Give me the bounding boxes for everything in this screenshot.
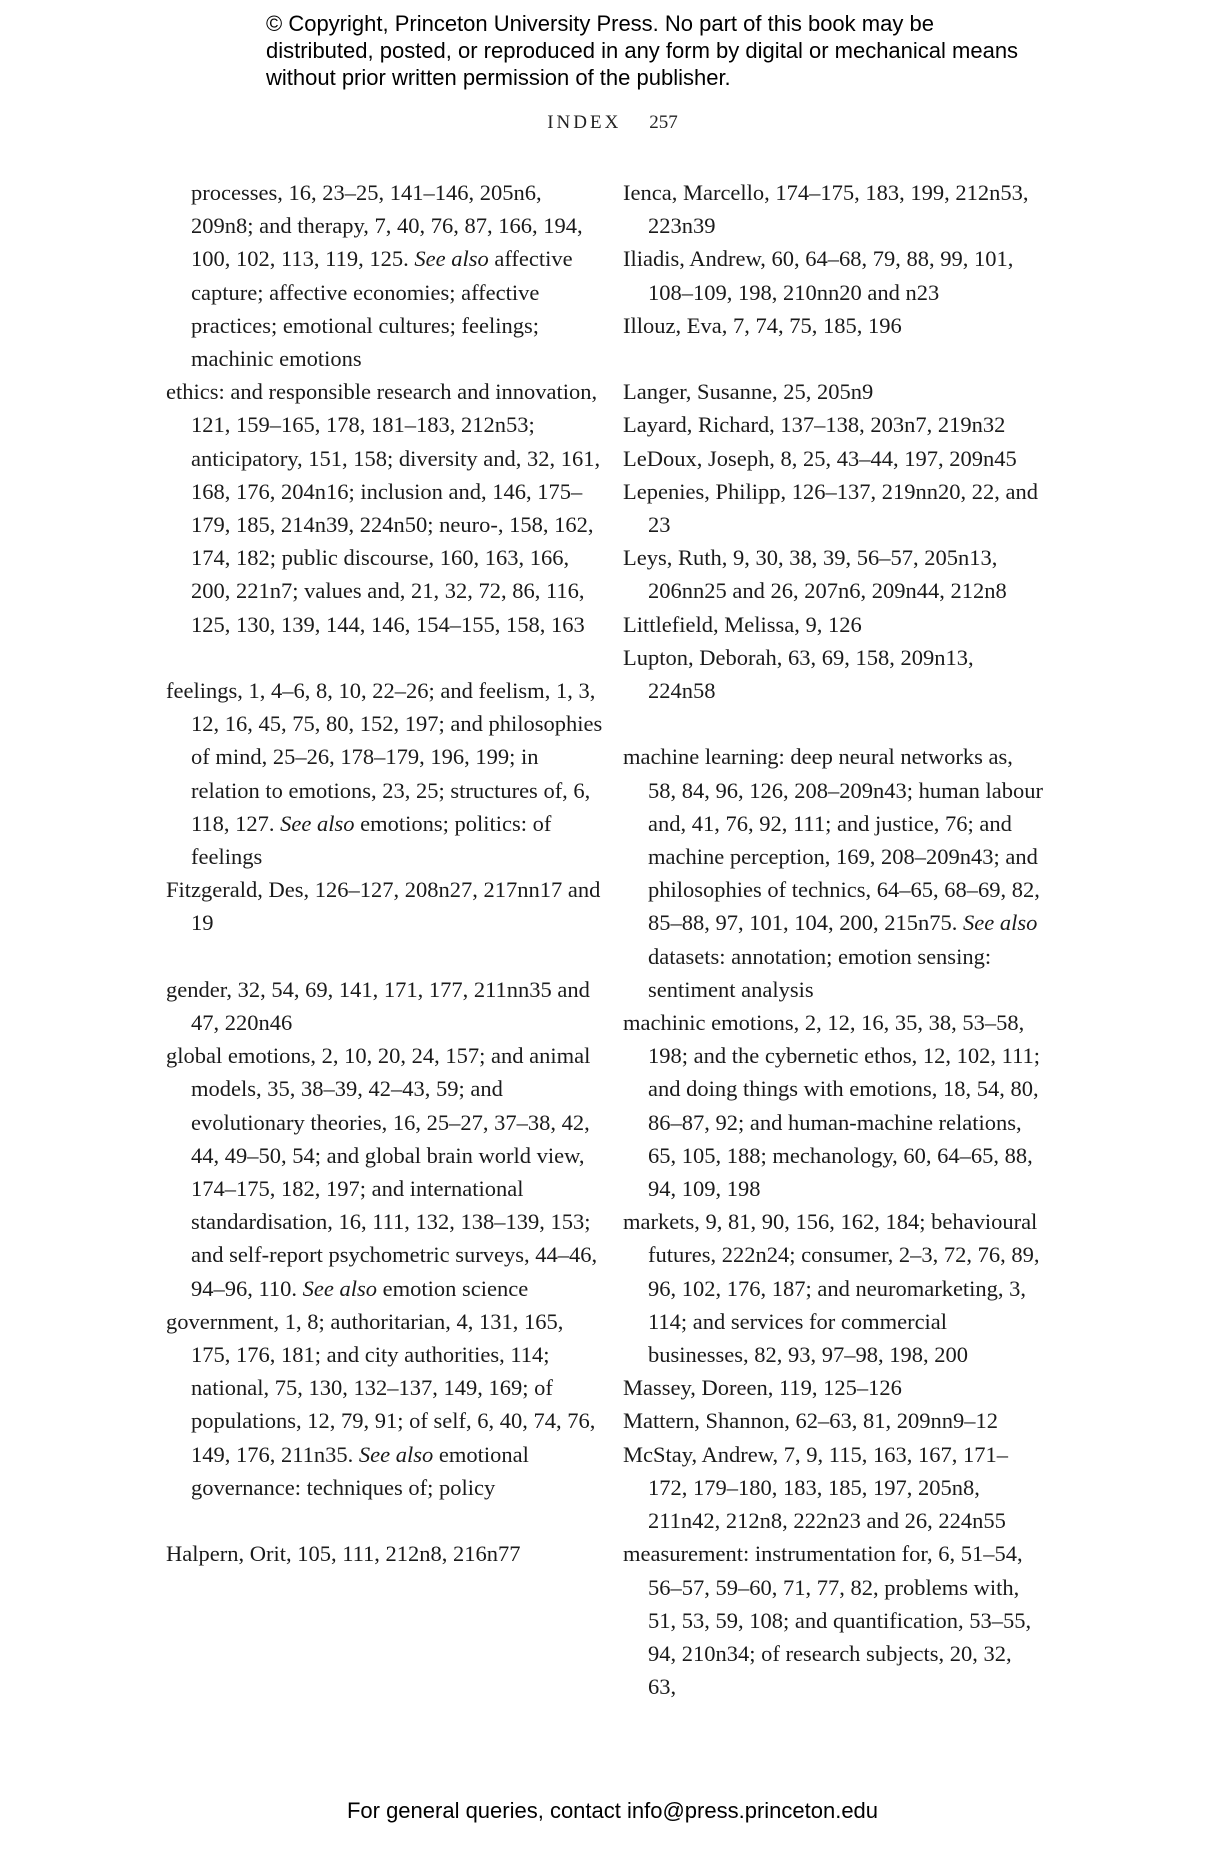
index-entry-lupton: Lupton, Deborah, 63, 69, 158, 209n13, 224n58	[623, 644, 974, 704]
index-entry-illouz: Illouz, Eva, 7, 74, 75, 185, 196	[623, 312, 902, 338]
index-entry-leys: Leys, Ruth, 9, 30, 38, 39, 56–57, 205n13, 206nn25 and 26, 207n6, 209n44, 212n8	[623, 545, 1007, 604]
index-entry-mattern: Mattern, Shannon, 62–63, 81, 209nn9–12	[623, 1408, 998, 1434]
footer-contact: For general queries, contact info@press.princeton.edu	[346, 1798, 879, 1823]
index-entry-littlefield: Littlefield, Melissa, 9, 126	[623, 611, 862, 637]
index-entry-layard: Layard, Richard, 137–138, 203n7, 219n32	[623, 412, 1006, 438]
index-entry-feelings: feelings, 1, 4–6, 8, 10, 22–26; and feelism, 1, 3, 12, 16, 45, 75, 80, 152, 197; and philosophies of mind, 25–26, 178–179, 196, 199; in relation to emotions, 23, 25; structures of, 6, 118, 127. See also emotions; politics: of feelings	[166, 678, 603, 870]
index-column-left	[166, 176, 606, 1570]
index-entry-government: government, 1, 8; authoritarian, 4, 131, 165, 175, 176, 181; and city authorities, 114; national, 75, 130, 132–137, 149, 169; of populations, 12, 79, 91; of self, 6, 40, 74, 76, 149, 176, 211n35. See also emotional governance: techniques of; policy	[166, 1308, 596, 1500]
index-entry-measurement: measurement: instrumentation for, 6, 51–54, 56–57, 59–60, 71, 77, 82, problems with, 51, 53, 59, 108; and quantification, 53–55, 94, 210n34; of research subjects, 20, 32, 63,	[623, 1541, 1032, 1700]
index-entry-markets: markets, 9, 81, 90, 156, 162, 184; behavioural futures, 222n24; consumer, 2–3, 72, 76, 89, 96, 102, 176, 187; and neuromarketing, 3, 114; and services for commercial businesses, 82, 93, 97–98, 198, 200	[623, 1209, 1040, 1368]
index-entry-ledoux: LeDoux, Joseph, 8, 25, 43–44, 197, 209n45	[623, 445, 1017, 471]
running-head	[0, 112, 1225, 134]
index-entry-lepenies: Lepenies, Philipp, 126–137, 219nn20, 22, and 23	[623, 478, 1038, 538]
page-number: 257	[649, 112, 678, 133]
index-entry-fitzgerald: Fitzgerald, Des, 126–127, 208n27, 217nn17 and 19	[166, 877, 601, 936]
index-entry-ethics: ethics: and responsible research and innovation, 121, 159–165, 178, 181–183, 212n53; anticipatory, 151, 158; diversity and, 32, 161, 168, 176, 204n16; inclusion and, 146, 175–179, 185, 214n39, 224n50; neuro-, 158, 162, 174, 182; public discourse, 160, 163, 166, 200, 221n7; values and, 21, 32, 72, 86, 116, 125, 130, 139, 144, 146, 154–155, 158, 163	[166, 379, 601, 637]
index-entry-langer: Langer, Susanne, 25, 205n9	[623, 379, 874, 405]
index-entry-continued: processes, 16, 23–25, 141–146, 205n6, 209n8; and therapy, 7, 40, 76, 87, 166, 194, 100, 102, 113, 119, 125. See also affective capture; affective economies; affective practices; emotional cultures; feelings; machinic emotions	[191, 180, 583, 372]
index-entry-massey: Massey, Doreen, 119, 125–126	[623, 1375, 902, 1401]
index-column-right	[623, 176, 1043, 1703]
index-entry-iliadis: Iliadis, Andrew, 60, 64–68, 79, 88, 99, 101, 108–109, 198, 210nn20 and n23	[623, 246, 1014, 305]
section-label: INDEX	[547, 112, 622, 133]
index-entry-gender: gender, 32, 54, 69, 141, 171, 177, 211nn35 and 47, 220n46	[166, 976, 590, 1036]
index-entry-ienca: Ienca, Marcello, 174–175, 183, 199, 212n53, 223n39	[623, 180, 1029, 239]
index-entry-machine-learning: machine learning: deep neural networks as, 58, 84, 96, 126, 208–209n43; human labour and, 41, 76, 92, 111; and justice, 76; and machine perception, 169, 208–209n43; and philosophies of technics, 64–65, 68–69, 82, 85–88, 97, 101, 104, 200, 215n75. See also datasets: annotation; emotion sensing: sentiment analysis	[623, 744, 1043, 1002]
index-entry-mcstay: McStay, Andrew, 7, 9, 115, 163, 167, 171–172, 179–180, 183, 185, 197, 205n8, 211n42, 212n8, 222n23 and 26, 224n55	[623, 1441, 1008, 1534]
copyright-notice: © Copyright, Princeton University Press. No part of this book may be distributed, posted, or reproduced in any form by digital or mechanical means without prior written permission of the publisher.	[266, 11, 1019, 90]
index-entry-machinic-emotions: machinic emotions, 2, 12, 16, 35, 38, 53–58, 198; and the cybernetic ethos, 12, 102, 111; and doing things with emotions, 18, 54, 80, 86–87, 92; and human-machine relations, 65, 105, 188; mechanology, 60, 64–65, 88, 94, 109, 198	[623, 1010, 1040, 1202]
index-entry-halpern: Halpern, Orit, 105, 111, 212n8, 216n77	[166, 1541, 521, 1567]
index-entry-global-emotions: global emotions, 2, 10, 20, 24, 157; and animal models, 35, 38–39, 42–43, 59; and evolutionary theories, 16, 25–27, 37–38, 42, 44, 49–50, 54; and global brain world view, 174–175, 182, 197; and international standardisation, 16, 111, 132, 138–139, 153; and self-report psychometric surveys, 44–46, 94–96, 110. See also emotion science	[166, 1043, 598, 1301]
